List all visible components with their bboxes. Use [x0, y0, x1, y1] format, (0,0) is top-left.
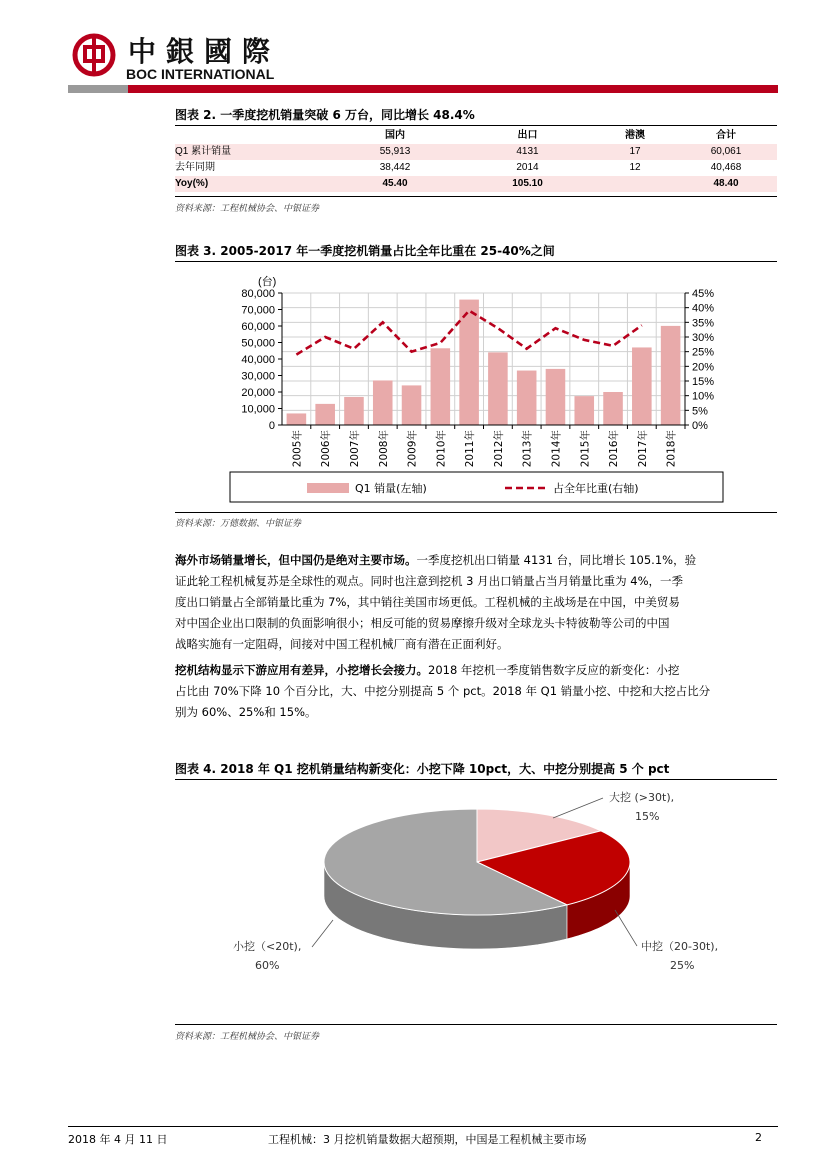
table-header-cell: [175, 128, 330, 144]
para-line: 对中国企业出口限制的负面影响很小；相反可能的贸易摩擦升级对全球龙头卡特彼勒等公司的中国: [175, 616, 670, 630]
header-bar-grey: [68, 85, 128, 93]
fig2-top-rule: [175, 125, 777, 126]
table-cell: 40,468: [710, 162, 742, 173]
fig2-source: 资料来源：工程机械协会、中银证券: [175, 204, 320, 214]
x-tick-label: 2016年: [608, 430, 621, 468]
table-header-cell: 出口: [517, 130, 538, 141]
x-tick-label: 2011年: [464, 430, 477, 468]
bar: [402, 385, 422, 425]
pie-label-large-pct: 15%: [635, 810, 660, 823]
table-header-cell: 合计: [716, 130, 736, 141]
para-lead: 挖机结构显示下游应用有差异，小挖增长会接力。: [175, 663, 428, 677]
pie-leader-line: [312, 920, 333, 947]
table-cell: 105.10: [460, 176, 595, 192]
table-cell: 48.40: [675, 176, 777, 192]
pie-label-large-name: 大挖 (>30t),: [609, 791, 675, 804]
table-cell: 2014: [516, 162, 539, 173]
table-row: [175, 144, 777, 160]
bar: [431, 348, 451, 425]
bar: [517, 371, 537, 425]
bar: [287, 413, 307, 425]
fig4-bottom-rule: [175, 1024, 777, 1025]
logo-english-name: BOC INTERNATIONAL: [126, 66, 275, 82]
x-tick-label: 2005年: [291, 430, 304, 468]
table-cell: Yoy(%): [175, 176, 330, 192]
footer-rule: [68, 1126, 778, 1127]
para-line: 度出口销量占全部销量比重为 7%，其中销往美国市场更低。工程机械的主战场是在中国，中美贸易: [175, 595, 680, 609]
y-unit-label: (台): [258, 276, 277, 288]
footer-title: 工程机械：3 月挖机销量数据大超预期，中国是工程机械主要市场: [268, 1133, 587, 1146]
para-line: 别为 60%、25%和 15%。: [175, 705, 317, 719]
legend-bar-label: Q1 销量(左轴): [355, 482, 427, 495]
x-tick-label: 2018年: [665, 430, 678, 468]
bar: [661, 326, 681, 425]
para-overseas: [175, 550, 777, 655]
x-tick-label: 2007年: [348, 430, 361, 468]
table-cell: 55,913: [330, 144, 460, 160]
pie-label-medium-name: 中挖（20-30t),: [641, 940, 719, 953]
pie-leader-line: [553, 798, 603, 818]
left-tick-label: 10,000: [241, 403, 275, 416]
fig4-pie-chart: [175, 782, 777, 1022]
table-row: [175, 176, 777, 192]
fig4-title: 图表 4. 2018 年 Q1 挖机销量结构新变化：小挖下降 10pct，大、中挖分别提高 5 个 pct: [175, 762, 670, 776]
para-line: 战略实施有一定阻碍，间接对中国工程机械厂商有潜在正面利好。: [175, 637, 509, 651]
bar: [632, 347, 652, 425]
para-lead: 海外市场销量增长，但中国仍是绝对主要市场。: [175, 553, 417, 567]
para-line: [175, 660, 777, 681]
left-tick-label: 80,000: [241, 288, 275, 300]
fig3-title: 图表 3. 2005-2017 年一季度挖机销量占比全年比重在 25-40%之间: [175, 244, 555, 258]
right-tick-label: 20%: [692, 361, 715, 374]
table-header-cell: 港澳: [625, 130, 645, 141]
fig3-combo-chart: [175, 265, 777, 510]
pie-leader-line: [615, 910, 637, 946]
right-tick-label: 15%: [692, 376, 715, 388]
right-tick-label: 45%: [692, 288, 715, 300]
right-tick-label: 35%: [692, 317, 715, 330]
table-row: [175, 160, 777, 176]
left-tick-label: 40,000: [241, 354, 275, 366]
left-tick-label: 60,000: [241, 321, 275, 333]
boc-logo-icon: [72, 33, 116, 77]
bar: [315, 404, 335, 425]
para-text: 2018 年挖机一季度销售数字反应的新变化：小挖: [428, 663, 680, 677]
fig3-bottom-rule: [175, 512, 777, 513]
para-structure: [175, 660, 777, 723]
para-line: 证此轮工程机械复苏是全球性的观点。同时也注意到挖机 3 月出口销量占当月销量比重为 4%，一季: [175, 574, 684, 588]
x-tick-label: 2010年: [435, 430, 448, 468]
x-tick-label: 2008年: [377, 430, 390, 468]
pie-label-small-pct: 60%: [255, 959, 280, 972]
right-tick-label: 25%: [692, 346, 715, 359]
right-tick-label: 30%: [692, 332, 715, 344]
bar: [603, 392, 623, 425]
left-tick-label: 50,000: [241, 337, 275, 350]
page-number: 2: [755, 1131, 762, 1144]
legend-box: [230, 472, 723, 502]
bar: [546, 369, 566, 425]
bar: [488, 352, 508, 425]
table-header-row: [175, 128, 777, 144]
table-cell: 45.40: [330, 176, 460, 192]
table-cell: Q1 累计销量: [175, 144, 330, 160]
left-tick-label: 0: [268, 420, 275, 432]
right-tick-label: 0%: [692, 420, 708, 432]
fig3-top-rule: [175, 261, 777, 262]
footer-date: 2018 年 4 月 11 日: [68, 1133, 168, 1146]
fig2-bottom-rule: [175, 196, 777, 197]
bar: [373, 380, 393, 425]
bar: [574, 396, 594, 425]
x-tick-label: 2009年: [406, 430, 419, 468]
left-tick-label: 30,000: [241, 370, 275, 383]
table-cell: 4131: [460, 144, 595, 160]
header-bar-red: [128, 85, 778, 93]
para-line: 占比由 70%下降 10 个百分比，大、中挖分别提高 5 个 pct。2018 年 Q1 销量小挖、中挖和大挖占比分: [175, 684, 711, 698]
legend-line-label: 占全年比重(右轴): [553, 482, 639, 495]
para-line: [175, 550, 777, 571]
x-tick-label: 2017年: [636, 430, 649, 468]
right-tick-label: 40%: [692, 302, 715, 315]
para-text: 一季度挖机出口销量 4131 台，同比增长 105.1%，验: [416, 553, 697, 567]
legend-bar-swatch: [307, 483, 349, 493]
fig3-source: 资料来源：万德数据、中银证券: [175, 519, 302, 529]
fig2-title: 图表 2. 一季度挖机销量突破 6 万台，同比增长 48.4%: [175, 108, 475, 122]
fig4-source: 资料来源：工程机械协会、中银证券: [175, 1032, 320, 1042]
table-header-cell: 国内: [385, 130, 405, 141]
right-tick-label: 10%: [692, 390, 715, 403]
table-cell: 12: [629, 162, 641, 173]
pie-label-medium-pct: 25%: [670, 959, 695, 972]
table-cell: 60,061: [675, 144, 777, 160]
pie-label-small-name: 小挖（<20t),: [233, 940, 302, 953]
right-tick-label: 5%: [692, 405, 708, 418]
x-tick-label: 2014年: [550, 430, 563, 468]
x-tick-label: 2013年: [521, 430, 534, 468]
table-cell: 去年同期: [175, 162, 215, 173]
table-cell: 38,442: [379, 162, 411, 173]
x-tick-label: 2006年: [320, 430, 333, 468]
bar: [344, 397, 364, 425]
fig2-table: [175, 128, 777, 192]
left-tick-label: 20,000: [241, 387, 275, 399]
left-tick-label: 70,000: [241, 304, 275, 317]
logo-chinese-name: 中銀國際: [128, 35, 281, 68]
table-cell: [595, 176, 675, 192]
fig4-top-rule: [175, 779, 777, 780]
bar: [459, 300, 479, 425]
x-tick-label: 2015年: [579, 430, 592, 468]
table-cell: 17: [595, 144, 675, 160]
x-tick-label: 2012年: [492, 430, 505, 468]
